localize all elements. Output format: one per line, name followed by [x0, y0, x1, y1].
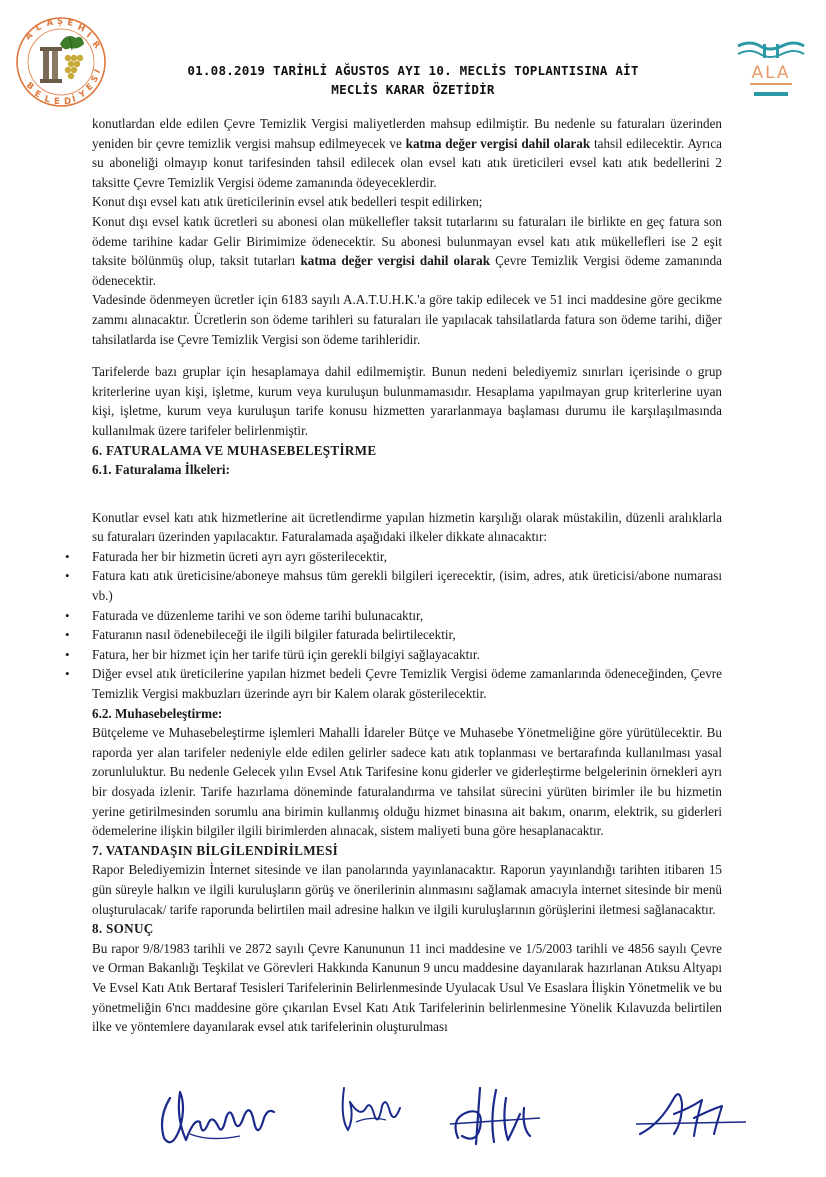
svg-text:L: L [43, 94, 51, 106]
list-item: • Fatura, her bir hizmet için her tarife türü için gerekli bilgiyi sağlayacaktır. [92, 645, 722, 665]
svg-text:İ: İ [71, 94, 77, 105]
signature-1 [150, 1078, 280, 1158]
list-item: • Faturanın nasıl ödenebileceği ile ilgili bilgiler faturada belirtilecektir, [92, 625, 722, 645]
intro-paragraph: konutlardan elde edilen Çevre Temizlik Vergisi maliyetlerden mahsup edilmiştir. Bu nedenle su faturaları üzerinden yeniden bir çevre temizlik vergisi mahsup edilmeyecek ve katma değer vergisi dahil olarak tahsil edilecektir. Ayrıca su aboneliği olmayıp konut tarifesinden tahsil edilecek olan evsel katı atık üreticileri evsel katı atık bedellerini 2 taksitte Çevre Temizlik Vergisi ödeme zamanında ödeyeceklerdir. [92, 116, 722, 190]
late-payment-paragraph: Vadesinde ödenmeyen ücretler için 6183 sayılı A.A.T.U.H.K.'a göre takip edilecek ve 51 inci maddesine göre gecikme zammı alınacaktır. Ücretlerin son ödeme tarihleri su faturaları ile yapılacak tahsilatlarda fatura son ödeme tarihi, diğer tahsilatlarda ise Çevre Temizlik Vergisi son ödeme tarihleridir. [92, 292, 722, 347]
header-title-line-1: 01.08.2019 TARİHLİ AĞUSTOS AYI 10. MECLİS TOPLANTISINA AİT [187, 63, 639, 78]
list-item: • Faturada her bir hizmetin ücreti ayrı ayrı gösterilecektir, [92, 547, 722, 567]
svg-text:Y: Y [77, 88, 88, 101]
svg-text:E: E [32, 88, 43, 101]
list-item: • Fatura katı atık üreticisine/aboneye mahsus tüm gerekli bilgileri içerecektir, (isim, adres, atık üreticisi/abone numarası vb.) [65, 568, 722, 604]
bullet-icon: • [65, 568, 70, 584]
svg-text:L: L [34, 22, 44, 34]
section-6-2-heading: 6.2. Muhasebeleştirme: [92, 705, 223, 721]
intro-bold-vat: katma değer vergisi dahil olarak [405, 135, 591, 151]
section-6-heading: 6. FATURALAMA VE MUHASEBELEŞTİRME [92, 442, 377, 458]
header-title-line-2: MECLİS KARAR ÖZETİDİR [331, 82, 495, 97]
installments-bold-vat: katma değer vergisi dahil olarak [300, 253, 491, 269]
svg-text:E: E [84, 81, 96, 94]
svg-text:H: H [75, 22, 87, 35]
bullet-icon: • [65, 607, 70, 623]
svg-text:E: E [66, 18, 74, 29]
section-7-heading: 7. VATANDAŞIN BİLGİLENDİRİLMESİ [92, 842, 339, 858]
svg-text:İ: İ [84, 30, 93, 41]
signature-3 [440, 1078, 550, 1158]
billing-paragraph: Konutlar evsel katı atık hizmetlerine ait ücretlendirme yapılan hizmetin karşılığı olarak müstakilin, düzenli aralıklarla su faturaları üzerinden yapılacaktır. Faturalamada aşağıdaki ilkeler dikkate alınacaktır: [92, 509, 722, 545]
ala-brand-logo [736, 38, 806, 100]
bullet-icon: • [65, 548, 70, 564]
nonresidential-paragraph: Konut dışı evsel katı atık üreticilerinin evsel atık bedelleri tespit edilirken; [92, 194, 483, 210]
svg-text:D: D [64, 97, 72, 107]
document-body [65, 114, 722, 1037]
svg-text:S: S [89, 73, 102, 85]
signature-2 [330, 1078, 410, 1148]
svg-text:İ: İ [92, 67, 104, 76]
installments-paragraph: Konut dışı evsel katık ücretleri su abonesi olan mükellefler taksit tutarlarını su faturaları ile birlikte en geç fatura son ödeme tarihine kadar Gelir Birimimize ödenecektir. Su abonesi bulunmayan evsel katı atık mükellefleri ise 2 eşit taksite bölünmüş olup, taksit tutarları katma değer vergisi dahil olarak Çevre Temizlik Vergisi ödeme zamanında ödenecektir. [92, 213, 722, 288]
signatures-area [140, 1078, 760, 1158]
billing-principles-list [65, 547, 722, 704]
section-8-heading: 8. SONUÇ [92, 921, 154, 937]
municipality-seal-logo [8, 14, 114, 110]
bullet-icon: • [65, 646, 70, 662]
groups-paragraph: Tarifelerde bazı gruplar için hesaplamaya dahil edilmemiştir. Bunun nedeni belediyemiz sınırları içerisinde o grup kriterlerine uyan kişi, işletme, kurum veya kuruluşun bulunmamasıdır. Hesaplama yapılmayan grup kriterlerine uyan kişi, işletme, kurum veya kuruluşun tarife konusu hizmetten yararlanmaya başlaması durumu ile karşılaşılmasında kullanılmak üzere tarifeler belirlenmiştir. [92, 364, 722, 438]
citizen-info-paragraph: Rapor Belediyemizin İnternet sitesinde ve ilan panolarında yayınlanacaktır. Raporun yayınlandığı tarihten itibaren 15 gün süreyle halkın ve ilgili kuruluşların görüş ve önerilerinin alınmasını sağlamak amacıyla internet sitesinde bir menü oluşturulacak/ tarife raporunda belirtilen mail adresine halkın ve ilgili kuruluşlarının görüşlerini iletmesi sağlanacaktır. [92, 862, 722, 917]
bullet-icon: • [65, 666, 70, 682]
svg-text:A: A [45, 17, 55, 29]
signature-4 [630, 1078, 750, 1148]
section-6-1-heading: 6.1. Faturalama İlkeleri: [92, 462, 230, 478]
svg-text:B: B [24, 80, 36, 93]
svg-text:E: E [54, 97, 60, 107]
ala-logo-text: ALA [751, 63, 791, 83]
list-item: • Faturada ve düzenleme tarihi ve son ödeme tarihi bulunacaktır, [92, 606, 722, 626]
list-item: • Diğer evsel atık üreticilerine yapılan hizmet bedeli Çevre Temizlik Vergisi ödeme zamanlarında ödeneceğinden, Çevre Temizlik Vergisi makbuzları üzerinde ayrı bir Kalem olarak gösterilecektir. [65, 666, 722, 702]
svg-text:Ş: Ş [57, 17, 64, 27]
bullet-icon: • [65, 627, 70, 643]
svg-text:A: A [23, 30, 36, 43]
accounting-paragraph: Bütçeleme ve Muhasebeleştirme işlemleri Mahalli İdareler Bütçe ve Muhasebe Yönetmeliğine göre yürütülecektir. Bu raporda yer alan tarifeler nedeniyle elde edilen gelirler sadece katı atık toplanması ve bertarafında kullanılması yasal zorunluluktur. Bu nedenle Gelecek yılın Evsel Atık Tarifesine konu giderler ve giderleştirme belgelerinin örnekleri ayrı bir dosyada izlenir. Tarife hazırlama döneminde faturalandırma ve tahsilat sürecini yürüten birimler ile bu hizmetin yerine getirilmesinden sorumlu ana birimin kullanmış olduğu hizmet binasına ait bakım, onarım, elektrik, su giderleri ödemelerine ilişkin bilgiler ilgili birimlerden alınacak, sistem maliyeti buna göre hesaplanacaktır. [92, 725, 722, 839]
result-paragraph: Bu rapor 9/8/1983 tarihli ve 2872 sayılı Çevre Kanununun 11 inci maddesine ve 1/5/2003 tarihli ve 4856 sayılı Çevre ve Orman Bakanlığı Teşkilat ve Görevleri Hakkında Kanunun 9 uncu maddesine dayanılarak hazırlanan Atıksu Altyapı Ve Evsel Katı Atık Bertaraf Tesisleri Tarifelerinin Belirlenmesinde Uyulacak Usul Ve Esaslara İlişkin Yönetmelik ve bu yönetmeliğin 6'ncı maddesine göre çıkarılan Evsel Katı Atık Tarifelerinin belirlenmesine Yönelik Kılavuzda belirtilen ilke ve yöntemlere dayanılarak evsel atık tarifelerinin oluşturulması [92, 940, 722, 1035]
svg-text:R: R [89, 39, 102, 51]
